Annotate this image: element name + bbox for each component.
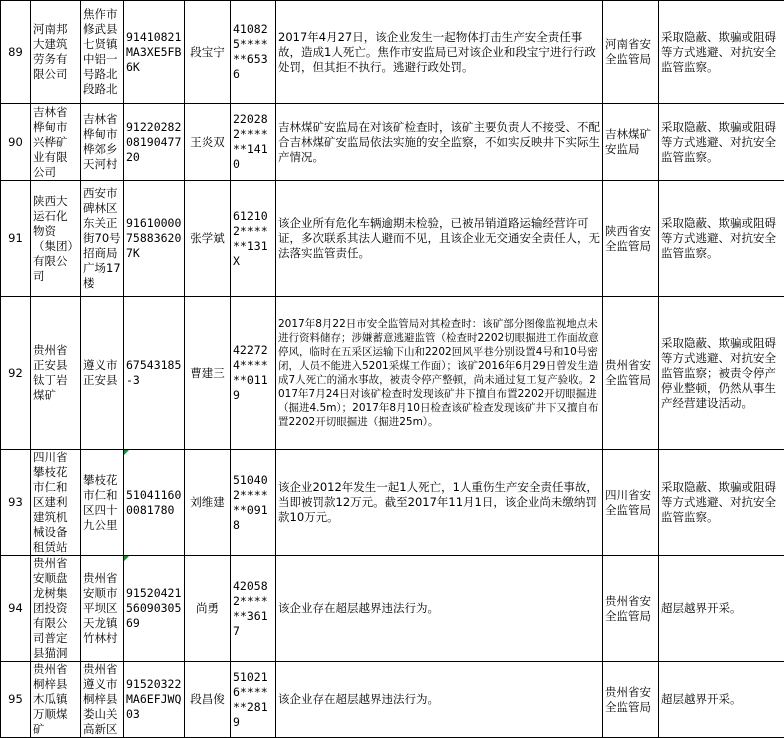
company-name: 河南邦大建筑劳务有限公司 <box>31 1 81 104</box>
table-row[interactable] <box>1 450 784 556</box>
company-name: 贵州省安顺盘龙树集团投资有限公司普定县猫洞 <box>31 556 81 662</box>
id-number: 422724******0119 <box>231 297 276 450</box>
company-name: 陕西大运石化物资（集团）有限公司 <box>31 181 81 297</box>
row-number: 90 <box>1 104 31 181</box>
company-address: 遵义市正安县 <box>81 297 124 450</box>
cell-comment-marker <box>124 556 129 561</box>
table-row[interactable] <box>1 556 784 662</box>
legal-person: 刘维建 <box>185 450 231 556</box>
credit-code: 91610000758836207K <box>124 181 185 297</box>
company-address: 焦作市修武县七贤镇中铝一号路北段路北 <box>81 1 124 104</box>
company-name: 吉林省桦甸市兴桦矿业有限公司 <box>31 104 81 181</box>
credit-code: 915204215609030569 <box>124 556 185 662</box>
legal-person: 段宝宁 <box>185 1 231 104</box>
reporting-department: 贵州省安全监管局 <box>603 297 659 450</box>
row-number: 93 <box>1 450 31 556</box>
reporting-department: 四川省安全监管局 <box>603 450 659 556</box>
violation-description: 该企业2012年发生一起1人死亡，1人重伤生产安全责任事故，当即被罚款12万元。截至2017年11月1日，该企业尚未缴纳罚款10万元。 <box>276 450 603 556</box>
row-number: 95 <box>1 662 31 738</box>
table-row[interactable] <box>1 662 784 738</box>
row-number: 89 <box>1 1 31 104</box>
violation-description: 该企业存在超层越界违法行为。 <box>276 556 603 662</box>
company-name: 贵州省正安县钛丁岩煤矿 <box>31 297 81 450</box>
id-number: 420582******3617 <box>231 556 276 662</box>
company-address: 吉林省桦甸市桦郊乡天河村 <box>81 104 124 181</box>
credit-code: 912202820819047720 <box>124 104 185 181</box>
table-row[interactable] <box>1 1 784 104</box>
company-name: 贵州省桐梓县木瓜镇万顺煤矿 <box>31 662 81 738</box>
table-row[interactable] <box>1 297 784 450</box>
company-address: 贵州省遵义市桐梓县娄山关高新区 <box>81 662 124 738</box>
cell-comment-marker <box>124 450 129 455</box>
company-address: 西安市碑林区东关正街70号招商局广场17楼 <box>81 181 124 297</box>
id-number: 510216******2819 <box>231 662 276 738</box>
violation-description: 该企业存在超层越界违法行为。 <box>276 662 603 738</box>
reporting-department: 陕西省安全监管局 <box>603 181 659 297</box>
legal-person: 尚勇 <box>185 556 231 662</box>
violation-type: 超层越界开采。 <box>659 556 784 662</box>
violation-description: 该企业所有危化车辆逾期未检验，已被吊销道路运输经营许可证，多次联系其法人避而不见，且该企业无交通安全责任人，无法落实监管责任。 <box>276 181 603 297</box>
id-number: 612102******131X <box>231 181 276 297</box>
violation-description: 吉林煤矿安监局在对该矿检查时，该矿主要负责人不接受、不配合吉林煤矿安监局依法实施的安全监察，不如实反映井下实际生产情况。 <box>276 104 603 181</box>
reporting-department: 河南省安全监管局 <box>603 1 659 104</box>
legal-person: 王炎双 <box>185 104 231 181</box>
violation-type: 采取隐蔽、欺骗或阻碍等方式逃避、对抗安全监管监察；被责令停产停业整顿，仍然从事生产经营建设活动。 <box>659 297 784 450</box>
legal-person: 曹建三 <box>185 297 231 450</box>
reporting-department: 吉林煤矿安监局 <box>603 104 659 181</box>
violation-type: 采取隐蔽、欺骗或阻碍等方式逃避、对抗安全监管监察。 <box>659 181 784 297</box>
credit-code: 91410821MA3XE5FB6K <box>124 1 185 104</box>
violation-type: 采取隐蔽、欺骗或阻碍等方式逃避、对抗安全监管监察。 <box>659 104 784 181</box>
table-row[interactable] <box>1 104 784 181</box>
violation-type: 超层越界开采。 <box>659 662 784 738</box>
table-row[interactable] <box>1 181 784 297</box>
row-number: 92 <box>1 297 31 450</box>
violation-type: 采取隐蔽、欺骗或阻碍等方式逃避、对抗安全监管监察。 <box>659 450 784 556</box>
company-address: 贵州省安顺市平坝区天龙镇竹林村 <box>81 556 124 662</box>
violation-description: 2017年4月27日，该企业发生一起物体打击生产安全责任事故，造成1人死亡。焦作市安监局已对该企业和段宝宁进行行政处罚，但其拒不执行。逃避行政处罚。 <box>276 1 603 104</box>
violation-type: 采取隐蔽、欺骗或阻碍等方式逃避、对抗安全监管监察。 <box>659 1 784 104</box>
id-number: 410825******6536 <box>231 1 276 104</box>
violation-description: 2017年8月22日市安全监管局对其检查时：该矿部分图像监视地点未进行资料储存；涉嫌蓄意逃避监管（检查时2202切眼掘进工作面故意停风，临时在五采区运输下山和2202回风平巷分别设置4号和10号密闭，人员不能进入5201采煤工作面）；该矿2016年6月29日曾发生造成7人死亡的涌水事故，被责令停产整顿，尚未通过复工复产验收。2017年7月24日对该矿检查时发现该矿井下擅自布置2202开切眼掘进（掘进4.5m）；2017年8月10日检查该矿检查发现该矿井下又擅自布置2202开切眼掘进（掘进25m）。 <box>276 297 603 450</box>
id-number: 510402******0918 <box>231 450 276 556</box>
row-number: 94 <box>1 556 31 662</box>
row-number: 91 <box>1 181 31 297</box>
legal-person: 段昌俊 <box>185 662 231 738</box>
legal-person: 张学斌 <box>185 181 231 297</box>
reporting-department: 贵州省安全监管局 <box>603 662 659 738</box>
reporting-department: 贵州省安全监管局 <box>603 556 659 662</box>
company-address: 攀枝花市仁和区四十九公里 <box>81 450 124 556</box>
credit-code: 91520322MA6EFJWQ03 <box>124 662 185 738</box>
credit-code: 67543185-3 <box>124 297 185 450</box>
id-number: 220282******1410 <box>231 104 276 181</box>
credit-code: 510411600081780 <box>124 450 185 556</box>
company-name: 四川省攀枝花市仁和区建利建筑机械设备租赁站 <box>31 450 81 556</box>
